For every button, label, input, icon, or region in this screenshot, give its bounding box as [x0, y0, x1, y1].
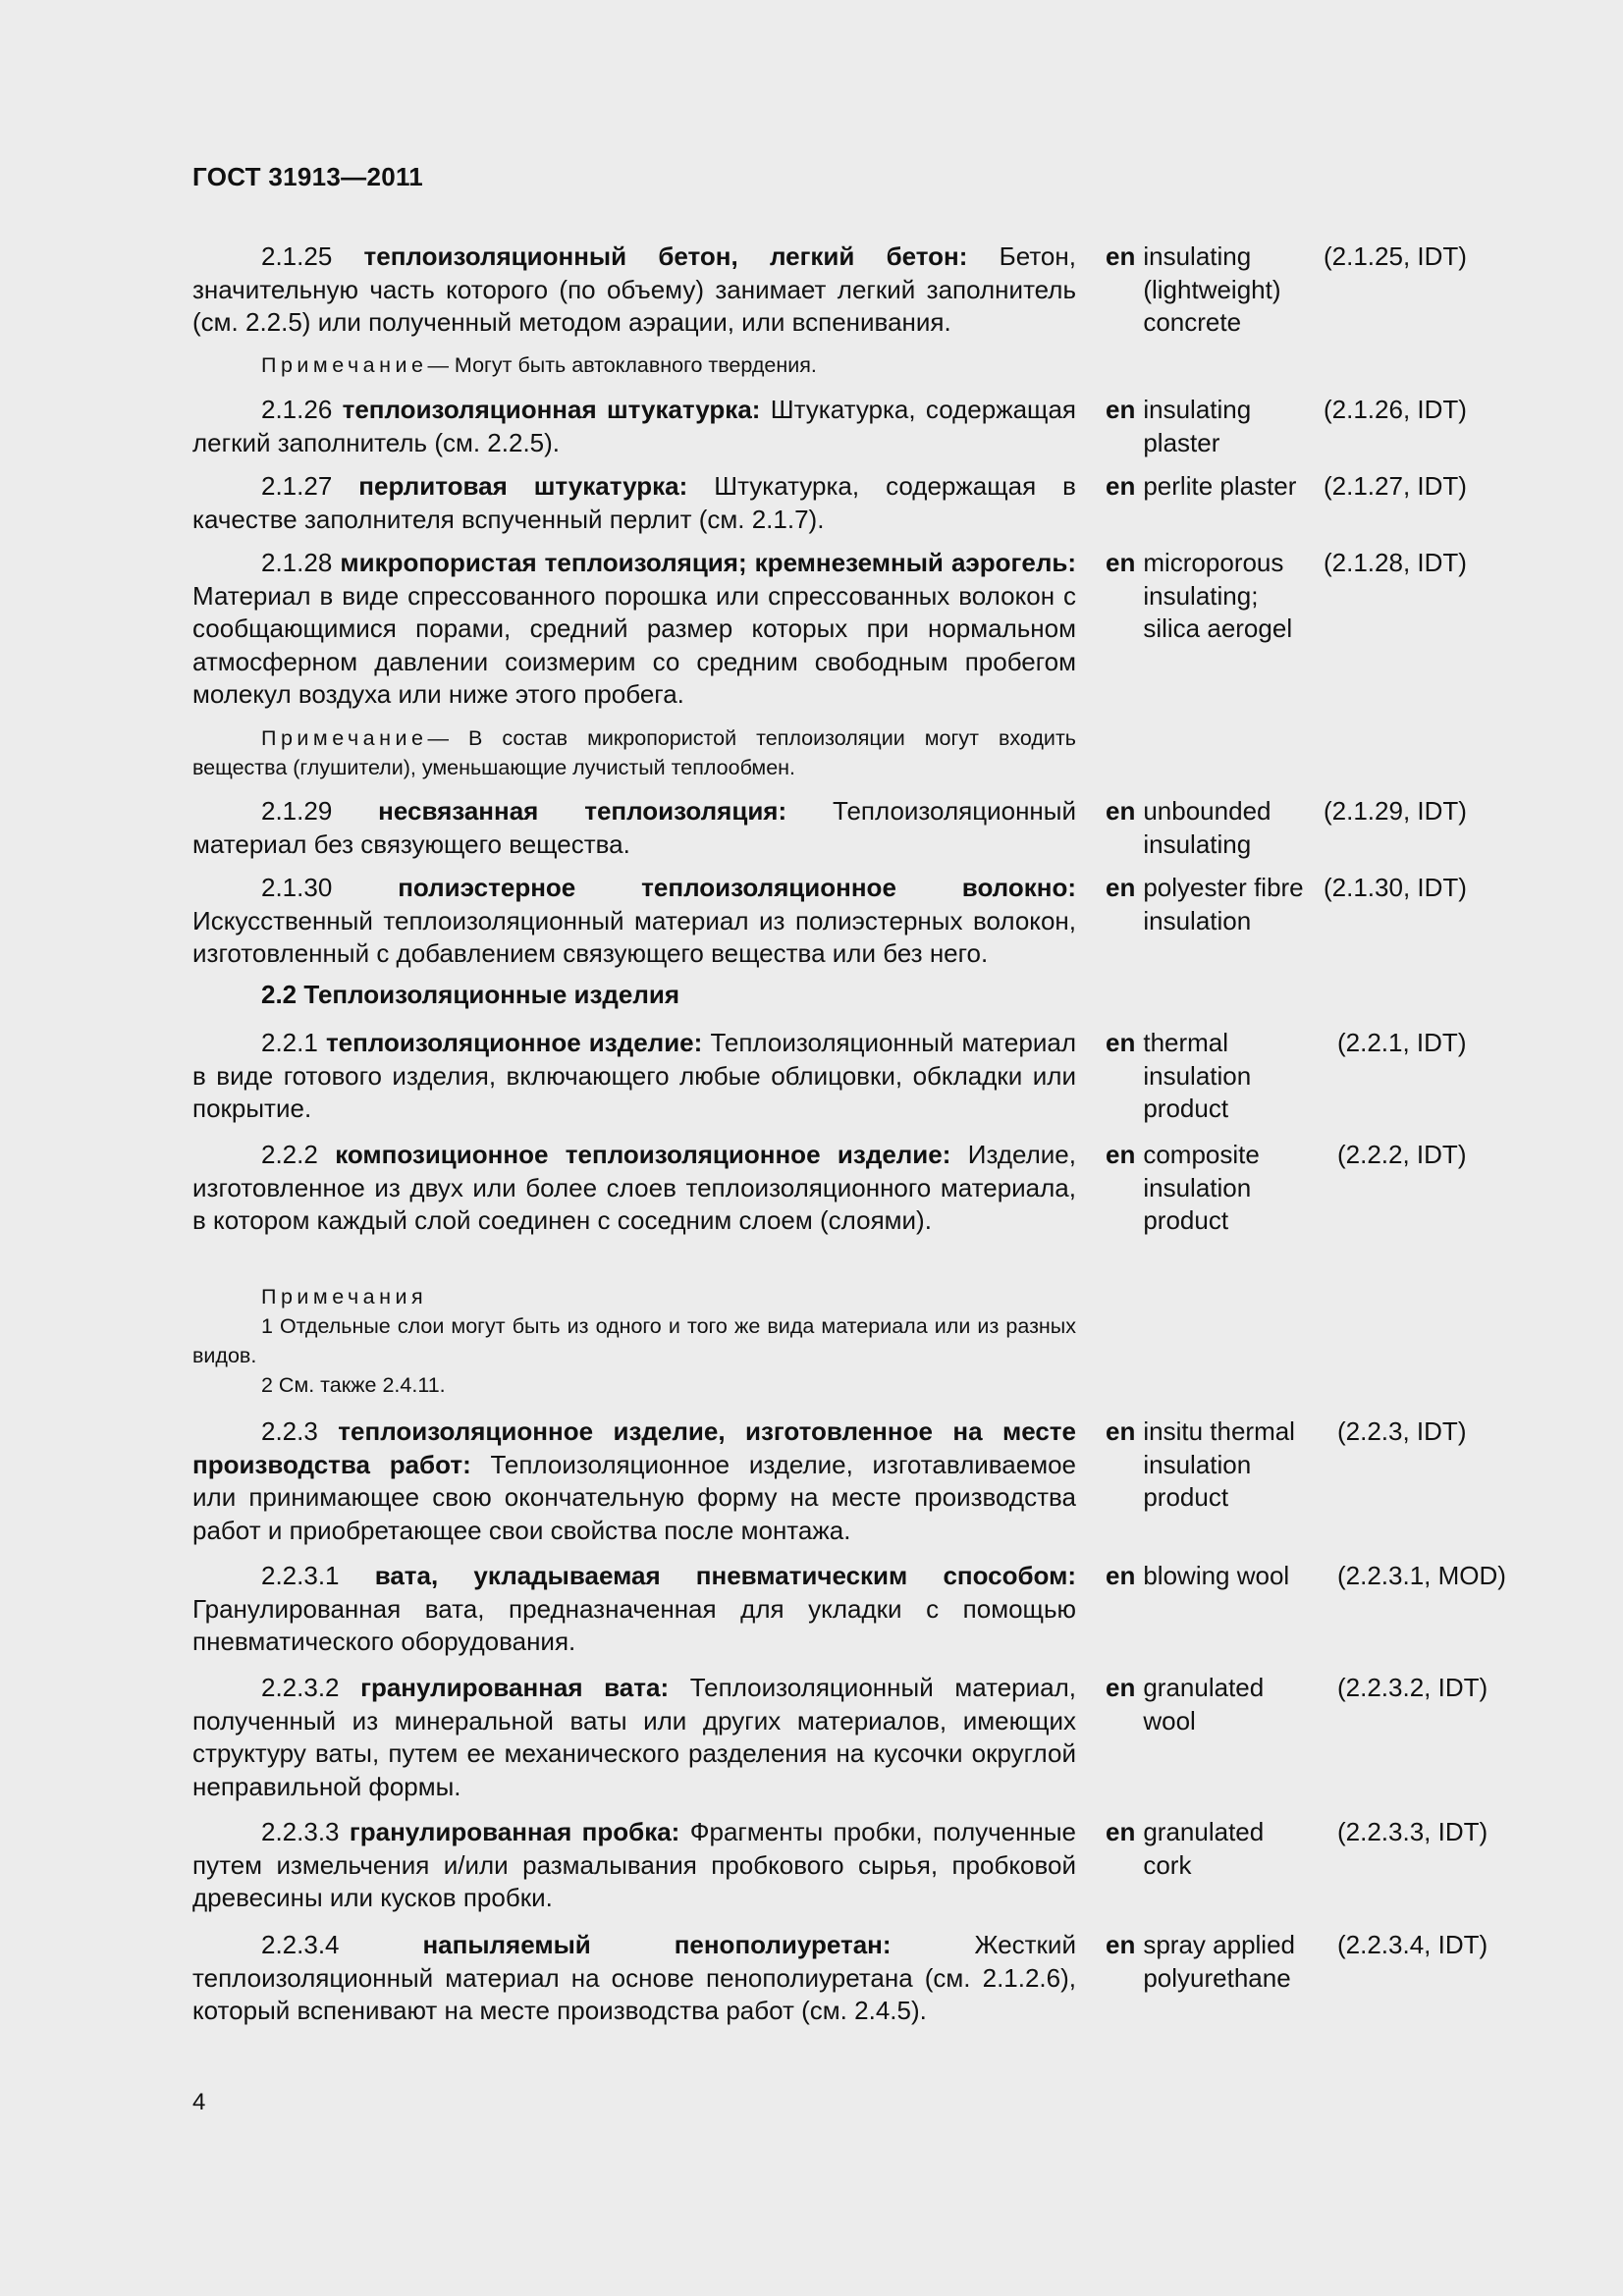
- term-text: Материал в виде спрессованного порошка или спрессованных волокон с сообщающимися порами, средний размер которых при нормальном атмосферном давлении соизмерим со средним свободным пробегом молекул воздуха или ниже этого пробега.: [192, 580, 1076, 709]
- term-definition: [192, 1139, 1076, 1238]
- lang-code: en: [1106, 1930, 1136, 1959]
- english-equivalent: [1106, 1816, 1312, 1882]
- english-term: thermal insulation product: [1143, 1028, 1252, 1123]
- english-equivalent: [1106, 872, 1312, 937]
- english-term: insitu thermal insulation product: [1143, 1416, 1295, 1512]
- source-reference: (2.2.3.3, IDT): [1337, 1817, 1488, 1846]
- source-reference: (2.1.28, IDT): [1324, 548, 1467, 577]
- term-number: 2.2.3.4: [261, 1930, 340, 1959]
- lang-code: en: [1106, 1028, 1136, 1057]
- english-equivalent: [1106, 1415, 1312, 1515]
- term-number: 2.2.1: [261, 1028, 318, 1057]
- english-equivalent: [1106, 394, 1312, 459]
- english-equivalent: [1106, 1139, 1312, 1238]
- term-definition: [192, 470, 1076, 536]
- term-text: Теплоизоляционный материал без связующего вещества.: [192, 796, 1076, 859]
- source-reference: (2.1.30, IDT): [1324, 873, 1467, 902]
- source-reference: (2.1.29, IDT): [1324, 796, 1467, 826]
- term-definition: [192, 240, 1076, 340]
- term-definition: [192, 547, 1076, 712]
- term-definition: [192, 1415, 1076, 1547]
- english-equivalent: [1106, 1929, 1312, 1995]
- lang-code: en: [1106, 395, 1136, 424]
- term-name: теплоизоляционное изделие, изготовленное на месте производства работ:: [192, 1416, 1076, 1479]
- term-definition: [192, 1929, 1076, 2028]
- note-label: Примечания: [261, 1285, 428, 1308]
- lang-code: en: [1106, 1416, 1136, 1446]
- term-number: 2.1.26: [261, 395, 333, 424]
- term-name: теплоизоляционная штукатурка:: [342, 395, 761, 424]
- term-name: вата, укладываемая пневматическим способом:: [374, 1561, 1076, 1590]
- english-term: blowing wool: [1143, 1561, 1290, 1590]
- term-text: Теплоизоляционное изделие, изготавливаемое или принимающее свою окончательную форму на месте производства работ и приобретающее свои свойства после монтажа.: [192, 1449, 1076, 1545]
- english-term: perlite plaster: [1143, 471, 1297, 501]
- term-text: Фрагменты пробки, полученные путем измельчения и/или размалывания пробкового сырья, пробковой древесины или кусков пробки.: [192, 1817, 1076, 1912]
- term-definition: [192, 795, 1076, 861]
- english-term: spray applied polyurethane: [1143, 1930, 1295, 1993]
- term-number: 2.1.29: [261, 796, 333, 826]
- section-heading: 2.2 Теплоизоляционные изделия: [261, 980, 680, 1009]
- lang-code: en: [1106, 471, 1136, 501]
- term-definition: [192, 394, 1076, 459]
- term-name: полиэстерное теплоизоляционное волокно:: [398, 873, 1076, 902]
- note: [192, 350, 1076, 380]
- term-number: 2.2.3.1: [261, 1561, 340, 1590]
- term-definition: [192, 1560, 1076, 1659]
- term-number: 2.1.30: [261, 873, 333, 902]
- lang-code: en: [1106, 1673, 1136, 1702]
- term-name: композиционное теплоизоляционное изделие:: [335, 1140, 951, 1169]
- term-text: Гранулированная вата, предназначенная для укладки с помощью пневматического оборудования.: [192, 1593, 1076, 1656]
- english-equivalent: [1106, 1560, 1312, 1593]
- source-reference: (2.2.3.4, IDT): [1337, 1930, 1488, 1959]
- lang-code: en: [1106, 548, 1136, 577]
- english-term: polyester fibre insulation: [1143, 873, 1304, 935]
- source-reference: (2.1.25, IDT): [1324, 241, 1467, 271]
- document-header: ГОСТ 31913—2011: [192, 162, 424, 191]
- note-text: — Могут быть автоклавного твердения.: [427, 353, 817, 377]
- term-name: напыляемый пенополиуретан:: [422, 1930, 892, 1959]
- lang-code: en: [1106, 1140, 1136, 1169]
- note: [192, 723, 1076, 782]
- term-text: Жесткий теплоизоляционный материал на основе пенополиуретана (см. 2.1.2.6), который вспенивают на месте производства работ (см. 2.4.5).: [192, 1930, 1076, 2025]
- english-term: insulating (lightweight) concrete: [1143, 241, 1281, 337]
- term-text: Изделие, изготовленное из двух или более слоев теплоизоляционного материала, в котором каждый слой соединен с соседним слоем (слоями).: [192, 1140, 1076, 1235]
- source-reference: (2.1.27, IDT): [1324, 471, 1467, 501]
- note-item: 1 Отдельные слои могут быть из одного и того же вида материала или из разных видов.: [192, 1314, 1076, 1367]
- term-name: теплоизоляционное изделие:: [325, 1028, 703, 1057]
- term-text: Искусственный теплоизоляционный материал из полиэстерных волокон, изготовленный с добавлением связующего вещества или без него.: [192, 905, 1076, 968]
- term-name: перлитовая штукатурка:: [358, 471, 688, 501]
- note-label: Примечание: [261, 353, 428, 377]
- note-item: 2 См. также 2.4.11.: [261, 1373, 446, 1397]
- english-equivalent: [1106, 1027, 1312, 1126]
- term-text: Штукатурка, содержащая в качестве заполнителя вспученный перлит (см. 2.1.7).: [192, 471, 1076, 534]
- term-name: теплоизоляционный бетон, легкий бетон:: [363, 241, 968, 271]
- term-definition: [192, 1027, 1076, 1126]
- term-name: гранулированная вата:: [360, 1673, 670, 1702]
- lang-code: en: [1106, 1817, 1136, 1846]
- english-term: unbounded insulating: [1143, 796, 1271, 859]
- term-number: 2.1.27: [261, 471, 333, 501]
- source-reference: (2.2.1, IDT): [1337, 1028, 1467, 1057]
- page-number: 4: [192, 2089, 206, 2115]
- lang-code: en: [1106, 796, 1136, 826]
- english-equivalent: [1106, 240, 1312, 340]
- source-reference: (2.2.3, IDT): [1337, 1416, 1467, 1446]
- source-reference: (2.2.2, IDT): [1337, 1140, 1467, 1169]
- english-term: insulating plaster: [1143, 395, 1252, 457]
- english-equivalent: [1106, 1672, 1312, 1737]
- lang-code: en: [1106, 873, 1136, 902]
- note: [192, 1282, 1076, 1400]
- term-definition: [192, 1816, 1076, 1915]
- lang-code: en: [1106, 1561, 1136, 1590]
- english-term: composite insulation product: [1143, 1140, 1260, 1235]
- term-number: 2.1.25: [261, 241, 333, 271]
- term-name: несвязанная теплоизоляция:: [378, 796, 787, 826]
- english-term: microporous insulating; silica aerogel: [1143, 548, 1293, 643]
- term-number: 2.2.2: [261, 1140, 318, 1169]
- english-term: granulated cork: [1143, 1817, 1265, 1880]
- lang-code: en: [1106, 241, 1136, 271]
- english-equivalent: [1106, 470, 1312, 504]
- term-number: 2.2.3.2: [261, 1673, 340, 1702]
- source-reference: (2.1.26, IDT): [1324, 395, 1467, 424]
- note-label: Примечание: [261, 726, 428, 750]
- term-text: Бетон, значительную часть которого (по объему) занимает легкий заполнитель (см. 2.2.5) или полученный методом аэрации, или вспенивания.: [192, 241, 1076, 337]
- term-text: Теплоизоляционный материал, полученный из минеральной ваты или других материалов, имеющих структуру ваты, путем ее механического разделения на кусочки округлой неправильной формы.: [192, 1673, 1076, 1801]
- english-equivalent: [1106, 547, 1312, 646]
- term-number: 2.2.3: [261, 1416, 318, 1446]
- term-name: гранулированная пробка:: [349, 1817, 680, 1846]
- source-reference: (2.2.3.2, IDT): [1337, 1673, 1488, 1702]
- english-term: granulated wool: [1143, 1673, 1265, 1735]
- source-reference: (2.2.3.1, MOD): [1337, 1561, 1506, 1590]
- term-definition: [192, 872, 1076, 971]
- english-equivalent: [1106, 795, 1312, 861]
- term-name: микропористая теплоизоляция; кремнеземный аэрогель:: [340, 548, 1076, 577]
- term-text: Штукатурка, содержащая легкий заполнитель (см. 2.2.5).: [192, 395, 1076, 457]
- term-number: 2.1.28: [261, 548, 333, 577]
- term-number: 2.2.3.3: [261, 1817, 340, 1846]
- term-text: Теплоизоляционный материал в виде готового изделия, включающего любые облицовки, обкладки или покрытие.: [192, 1028, 1076, 1123]
- term-definition: [192, 1672, 1076, 1803]
- note-text: — В состав микропористой теплоизоляции могут входить вещества (глушители), уменьшающие лучистый теплообмен.: [192, 726, 1076, 779]
